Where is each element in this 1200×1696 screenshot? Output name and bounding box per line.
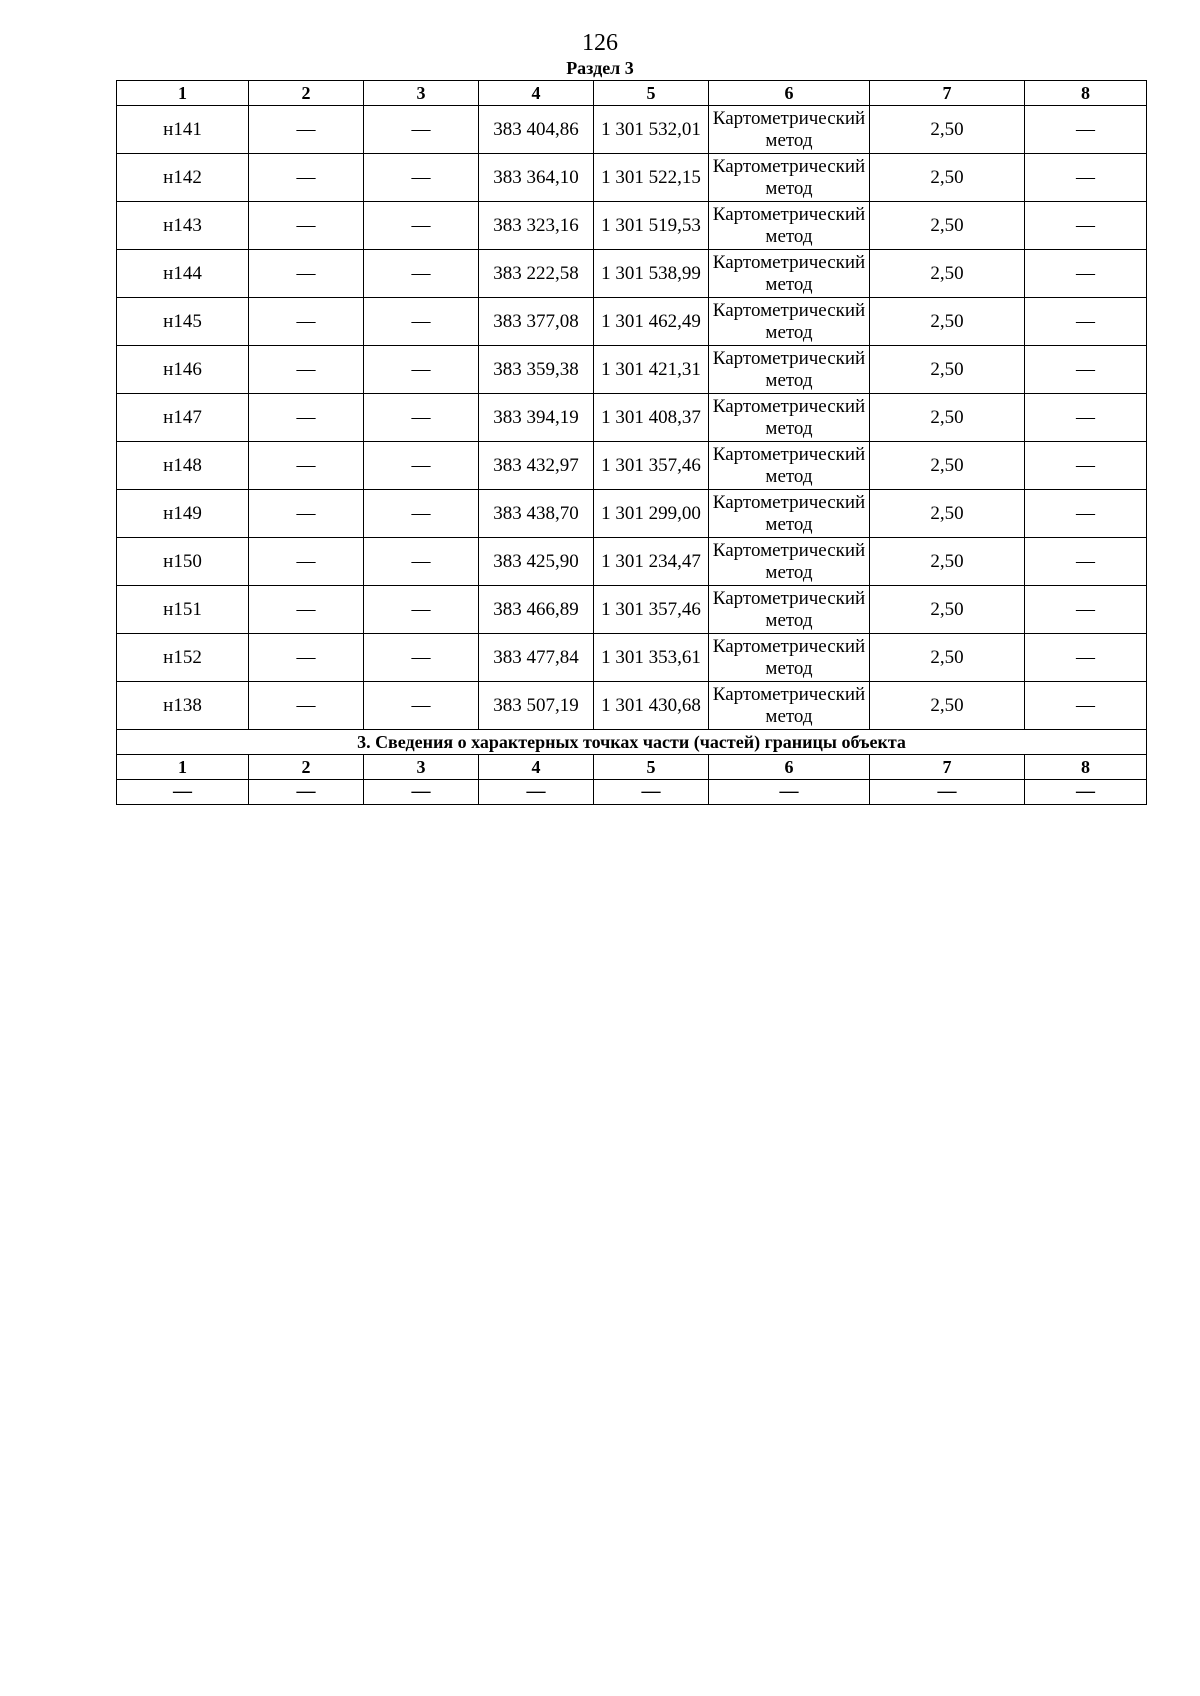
table-cell: — [249, 634, 364, 682]
table-cell: — [364, 780, 479, 805]
table-cell: — [364, 586, 479, 634]
table-cell: — [364, 442, 479, 490]
point-id-cell: н141 [117, 106, 249, 154]
point-id-cell: н149 [117, 490, 249, 538]
method-cell: Картометрический метод [709, 538, 870, 586]
coordinate-cell: 1 301 538,99 [594, 250, 709, 298]
table-cell: — [1025, 490, 1147, 538]
coordinate-cell: 383 377,08 [479, 298, 594, 346]
accuracy-cell: 2,50 [870, 442, 1025, 490]
point-id-cell: н138 [117, 682, 249, 730]
table-cell: — [709, 780, 870, 805]
coordinate-cell: 1 301 357,46 [594, 442, 709, 490]
table-cell: — [1025, 250, 1147, 298]
coordinate-cell: 1 301 519,53 [594, 202, 709, 250]
coordinate-cell: 1 301 522,15 [594, 154, 709, 202]
column-header: 4 [479, 81, 594, 106]
accuracy-cell: 2,50 [870, 682, 1025, 730]
table-cell: — [364, 202, 479, 250]
table-row [117, 442, 1147, 490]
coordinate-cell: 383 507,19 [479, 682, 594, 730]
table-cell: — [249, 538, 364, 586]
accuracy-cell: 2,50 [870, 394, 1025, 442]
table-cell: — [594, 780, 709, 805]
accuracy-cell: 2,50 [870, 202, 1025, 250]
table-cell: — [1025, 202, 1147, 250]
table-cell: — [1025, 780, 1147, 805]
table-row [117, 586, 1147, 634]
accuracy-cell: 2,50 [870, 298, 1025, 346]
table-body [117, 81, 1147, 805]
header-row [117, 81, 1147, 106]
section-title: Раздел 3 [566, 58, 634, 78]
table-row [117, 202, 1147, 250]
method-cell: Картометрический метод [709, 634, 870, 682]
method-cell: Картометрический метод [709, 586, 870, 634]
coordinate-cell: 383 466,89 [479, 586, 594, 634]
coordinate-cell: 383 364,10 [479, 154, 594, 202]
coordinate-cell: 383 394,19 [479, 394, 594, 442]
coordinate-cell: 383 323,16 [479, 202, 594, 250]
accuracy-cell: 2,50 [870, 154, 1025, 202]
point-id-cell: н151 [117, 586, 249, 634]
part-section-title-row [117, 730, 1147, 755]
method-cell: Картометрический метод [709, 202, 870, 250]
coordinate-cell: 1 301 299,00 [594, 490, 709, 538]
table-cell: — [1025, 682, 1147, 730]
table-row [117, 298, 1147, 346]
accuracy-cell: 2,50 [870, 106, 1025, 154]
method-cell: Картометрический метод [709, 298, 870, 346]
table-cell: — [364, 490, 479, 538]
table-cell: — [1025, 442, 1147, 490]
coordinate-cell: 1 301 430,68 [594, 682, 709, 730]
table-cell: — [1025, 634, 1147, 682]
method-cell: Картометрический метод [709, 346, 870, 394]
point-id-cell: н145 [117, 298, 249, 346]
table-cell: — [249, 106, 364, 154]
method-cell: Картометрический метод [709, 106, 870, 154]
table-cell: — [364, 538, 479, 586]
table-cell: — [479, 780, 594, 805]
coordinate-cell: 1 301 408,37 [594, 394, 709, 442]
page-number: 126 [582, 30, 618, 56]
table-cell: — [364, 634, 479, 682]
table-cell: — [249, 154, 364, 202]
table-cell: — [249, 586, 364, 634]
table-cell: — [870, 780, 1025, 805]
point-id-cell: н144 [117, 250, 249, 298]
coordinate-cell: 383 404,86 [479, 106, 594, 154]
table-row [117, 106, 1147, 154]
table-row [117, 250, 1147, 298]
column-header: 1 [117, 81, 249, 106]
method-cell: Картометрический метод [709, 442, 870, 490]
coordinate-cell: 1 301 353,61 [594, 634, 709, 682]
table-cell: — [1025, 538, 1147, 586]
point-id-cell: н148 [117, 442, 249, 490]
table-cell: — [1025, 106, 1147, 154]
table-cell: — [249, 490, 364, 538]
point-id-cell: н142 [117, 154, 249, 202]
table-row [117, 154, 1147, 202]
point-id-cell: н147 [117, 394, 249, 442]
column-header: 4 [479, 755, 594, 780]
table-cell: — [1025, 298, 1147, 346]
table-cell: — [364, 346, 479, 394]
table-cell: — [1025, 586, 1147, 634]
coordinate-cell: 383 477,84 [479, 634, 594, 682]
column-header: 3 [364, 755, 479, 780]
table-row [117, 682, 1147, 730]
accuracy-cell: 2,50 [870, 490, 1025, 538]
method-cell: Картометрический метод [709, 394, 870, 442]
table-cell: — [364, 106, 479, 154]
table-cell: — [364, 394, 479, 442]
table-cell: — [249, 202, 364, 250]
column-header: 6 [709, 755, 870, 780]
coordinate-cell: 1 301 357,46 [594, 586, 709, 634]
table-cell: — [249, 250, 364, 298]
coordinate-cell: 383 222,58 [479, 250, 594, 298]
column-header: 6 [709, 81, 870, 106]
table-cell: — [249, 442, 364, 490]
table-cell: — [249, 298, 364, 346]
table-cell: — [249, 346, 364, 394]
column-header: 5 [594, 755, 709, 780]
column-header: 5 [594, 81, 709, 106]
coordinate-cell: 383 438,70 [479, 490, 594, 538]
column-header: 1 [117, 755, 249, 780]
table-cell: — [249, 394, 364, 442]
method-cell: Картометрический метод [709, 154, 870, 202]
coordinate-cell: 383 432,97 [479, 442, 594, 490]
point-id-cell: н150 [117, 538, 249, 586]
accuracy-cell: 2,50 [870, 586, 1025, 634]
accuracy-cell: 2,50 [870, 634, 1025, 682]
coordinate-cell: 383 425,90 [479, 538, 594, 586]
point-id-cell: н146 [117, 346, 249, 394]
column-header: 2 [249, 81, 364, 106]
table-cell: — [249, 682, 364, 730]
table-cell: — [1025, 346, 1147, 394]
part-section-title: 3. Сведения о характерных точках части (частей) границы объекта [117, 730, 1147, 755]
table-row [117, 490, 1147, 538]
table-cell: — [1025, 394, 1147, 442]
column-header: 8 [1025, 81, 1147, 106]
table-cell: — [364, 250, 479, 298]
table-cell: — [117, 780, 249, 805]
point-id-cell: н143 [117, 202, 249, 250]
table-cell: — [1025, 154, 1147, 202]
table-cell: — [364, 154, 479, 202]
point-id-cell: н152 [117, 634, 249, 682]
coordinate-cell: 1 301 421,31 [594, 346, 709, 394]
method-cell: Картометрический метод [709, 250, 870, 298]
table-cell: — [364, 682, 479, 730]
table-cell: — [249, 780, 364, 805]
column-header: 2 [249, 755, 364, 780]
accuracy-cell: 2,50 [870, 346, 1025, 394]
accuracy-cell: 2,50 [870, 538, 1025, 586]
column-header: 8 [1025, 755, 1147, 780]
coordinate-cell: 1 301 462,49 [594, 298, 709, 346]
table-row [117, 538, 1147, 586]
column-header: 7 [870, 755, 1025, 780]
table-row [117, 634, 1147, 682]
part-table-row [117, 780, 1147, 805]
column-header: 3 [364, 81, 479, 106]
accuracy-cell: 2,50 [870, 250, 1025, 298]
method-cell: Картометрический метод [709, 682, 870, 730]
column-header: 7 [870, 81, 1025, 106]
coordinate-cell: 383 359,38 [479, 346, 594, 394]
table-row [117, 394, 1147, 442]
coordinate-cell: 1 301 234,47 [594, 538, 709, 586]
part-header-row [117, 755, 1147, 780]
coordinate-cell: 1 301 532,01 [594, 106, 709, 154]
table-cell: — [364, 298, 479, 346]
table-row [117, 346, 1147, 394]
method-cell: Картометрический метод [709, 490, 870, 538]
boundary-points-table [116, 80, 1147, 805]
